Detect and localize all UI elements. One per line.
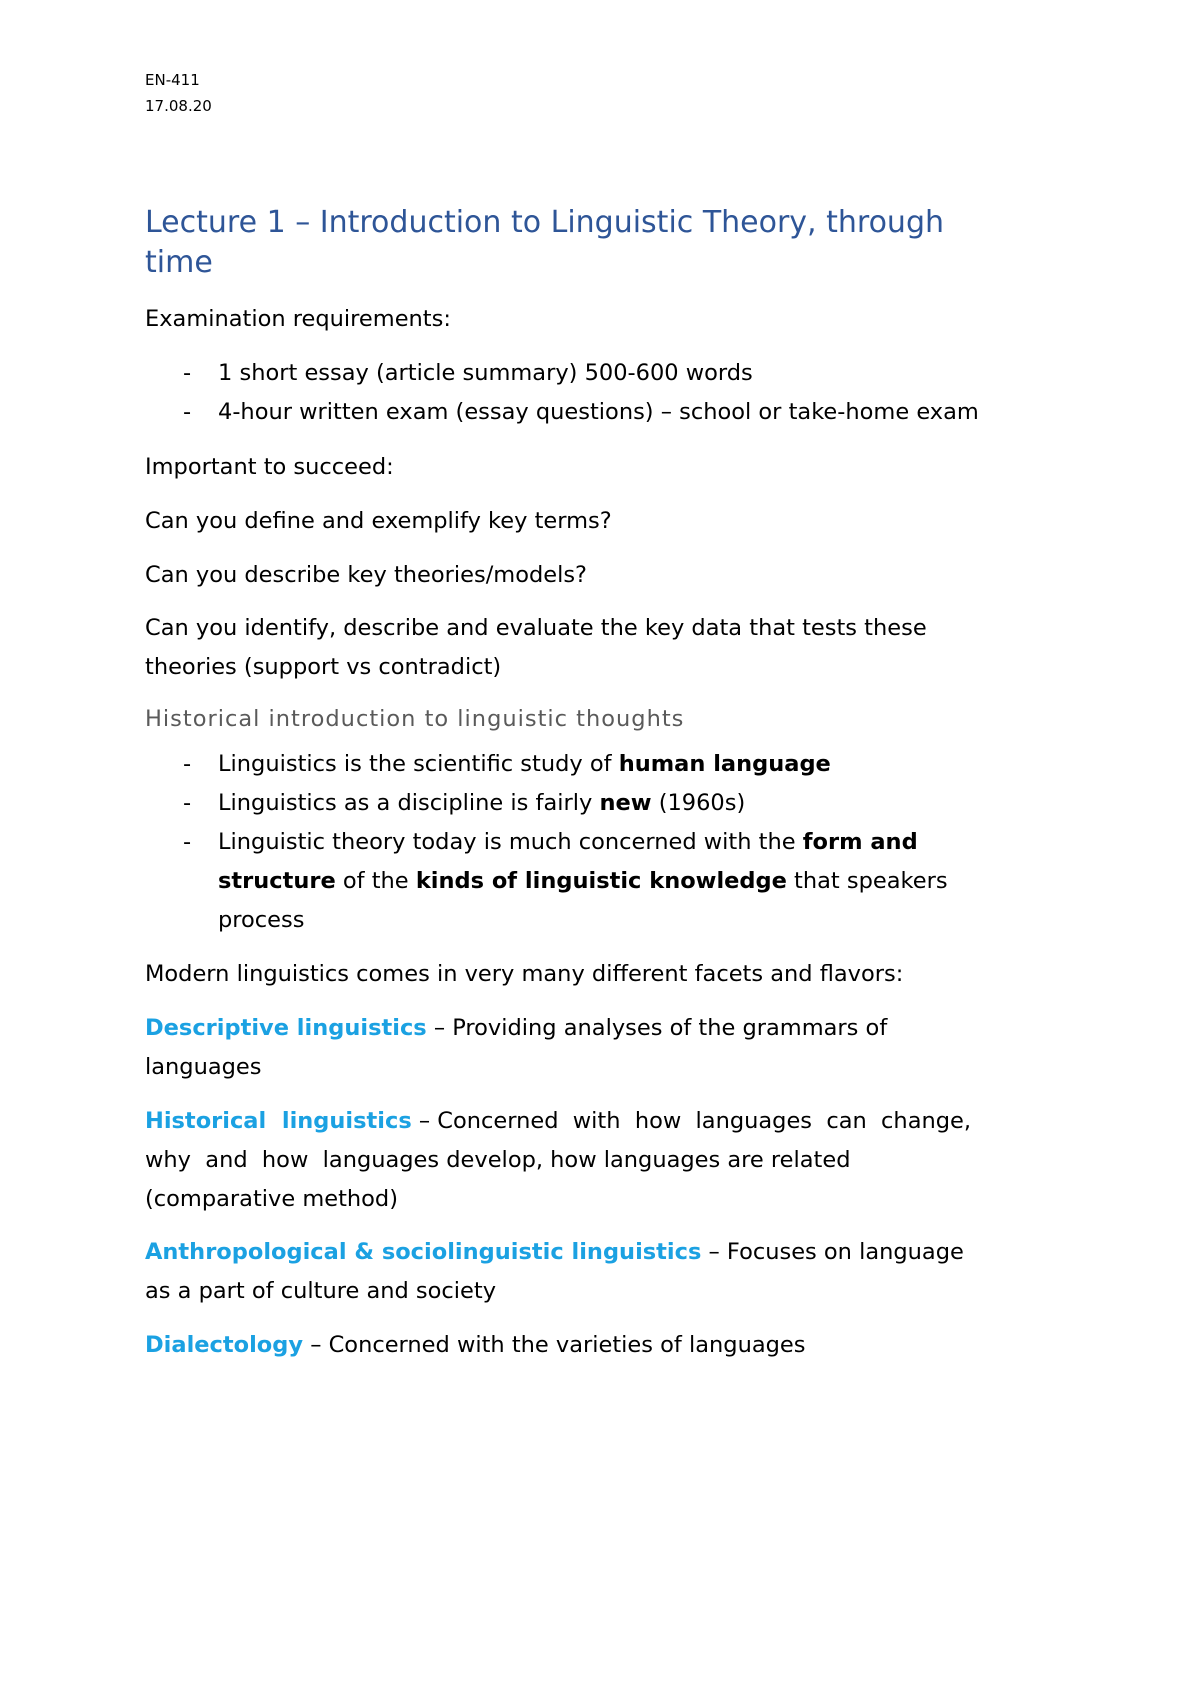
bullet-dash: - [183,829,192,855]
anthro-line-2: as a part of culture and society [145,1278,497,1304]
text-run: (1960s) [651,790,746,816]
descriptive-line-1 [145,1007,1055,1049]
title-line-2: time [145,245,213,280]
text-run: – Concerned with the varieties of languages [303,1332,806,1358]
course-code: EN-411 [145,71,200,89]
descriptive-term: Descriptive linguistics [145,1015,427,1041]
text-run: Linguistic theory today is much concerned with the [218,829,803,855]
page-title [145,203,1045,283]
anthro-term: Anthropological & sociolinguistic linguistics [145,1239,702,1265]
historical-term: Historical linguistics [145,1108,412,1134]
text-run: – Providing analyses of the grammars of [426,1015,888,1041]
historical-ling-line-2: why and how languages develop, how languages are related [145,1147,851,1173]
bullet-dash: - [183,360,192,386]
exam-item-2: 4-hour written exam (essay questions) – school or take-home exam [218,399,979,425]
succeed-question-1: Can you define and exemplify key terms? [145,508,612,534]
succeed-question-3-line-1: Can you identify, describe and evaluate the key data that tests these [145,615,927,641]
bullet-dash: - [183,790,192,816]
historical-bullet-3-line-1 [218,821,918,863]
bullet-dash: - [183,399,192,425]
historical-ling-line-1 [145,1100,1055,1142]
bold-run: form and [802,829,918,855]
descriptive-line-2: languages [145,1054,262,1080]
text-run: – Concerned with how languages can change, [411,1108,972,1134]
anthro-line-1 [145,1231,1055,1273]
historical-bullet-2 [218,782,745,824]
title-line-1: Lecture 1 – Introduction to Linguistic Theory, through [145,205,944,240]
bold-run: new [599,790,652,816]
text-run: of the [335,868,416,894]
exam-item-1: 1 short essay (article summary) 500-600 words [218,360,753,386]
exam-heading: Examination requirements: [145,306,451,332]
text-run: – Focuses on language [701,1239,964,1265]
succeed-heading: Important to succeed: [145,454,394,480]
succeed-question-2: Can you describe key theories/models? [145,562,588,588]
bold-run: kinds of linguistic knowledge [415,868,787,894]
text-run: that speakers [786,868,948,894]
modern-intro: Modern linguistics comes in very many different facets and flavors: [145,961,904,987]
historical-bullet-3-line-3: process [218,907,305,933]
lecture-date: 17.08.20 [145,97,212,115]
historical-subheading: Historical introduction to linguistic thoughts [145,706,685,732]
historical-bullet-3-line-2 [218,860,948,902]
bold-run: human language [618,751,831,777]
dialect-term: Dialectology [145,1332,304,1358]
historical-ling-line-3: (comparative method) [145,1186,398,1212]
succeed-question-3-line-2: theories (support vs contradict) [145,654,502,680]
text-run: Linguistics is the scientific study of [218,751,619,777]
bullet-dash: - [183,751,192,777]
dialect-line-1 [145,1324,1055,1366]
text-run: Linguistics as a discipline is fairly [218,790,600,816]
bold-run: structure [218,868,336,894]
historical-bullet-1 [218,743,831,785]
